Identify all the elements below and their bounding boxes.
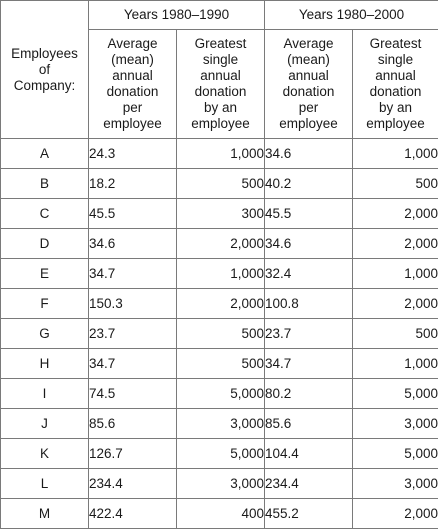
subheader-line: donation (265, 84, 352, 100)
table-row (1, 499, 438, 529)
subheader-line: by an (177, 100, 264, 116)
subheader-line: donation (353, 84, 438, 100)
max-1990-cell: 2,000 (177, 229, 265, 259)
table-row (1, 259, 438, 289)
max-2000-cell: 1,000 (353, 139, 438, 169)
avg-1990-cell: 85.6 (89, 409, 177, 439)
subheader-line: employee (177, 116, 264, 132)
group-header-1990: Years 1980–1990 (89, 1, 265, 30)
avg-1990-cell: 422.4 (89, 499, 177, 529)
subheader-avg-1990 (89, 30, 177, 139)
max-2000-cell: 2,000 (353, 289, 438, 319)
max-2000-cell: 1,000 (353, 349, 438, 379)
max-1990-cell: 500 (177, 319, 265, 349)
avg-2000-cell: 455.2 (265, 499, 353, 529)
table-body (1, 139, 438, 529)
max-1990-cell: 5,000 (177, 379, 265, 409)
max-1990-cell: 3,000 (177, 469, 265, 499)
company-cell: A (1, 139, 89, 169)
max-2000-cell: 5,000 (353, 379, 438, 409)
table-row (1, 319, 438, 349)
subheader-max-2000 (353, 30, 438, 139)
max-1990-cell: 5,000 (177, 439, 265, 469)
subheader-line: donation (89, 84, 176, 100)
avg-2000-cell: 34.7 (265, 349, 353, 379)
max-2000-cell: 500 (353, 169, 438, 199)
avg-1990-cell: 126.7 (89, 439, 177, 469)
avg-2000-cell: 23.7 (265, 319, 353, 349)
subheader-line: donation (177, 84, 264, 100)
company-cell: L (1, 469, 89, 499)
max-2000-cell: 2,000 (353, 199, 438, 229)
avg-1990-cell: 74.5 (89, 379, 177, 409)
avg-2000-cell: 32.4 (265, 259, 353, 289)
avg-1990-cell: 24.3 (89, 139, 177, 169)
max-2000-cell: 1,000 (353, 259, 438, 289)
row-header-line: Employees (1, 46, 88, 62)
subheader-line: annual (177, 68, 264, 84)
subheader-line: (mean) (89, 52, 176, 68)
company-cell: D (1, 229, 89, 259)
avg-1990-cell: 23.7 (89, 319, 177, 349)
table-row (1, 349, 438, 379)
table-row (1, 169, 438, 199)
avg-1990-cell: 34.7 (89, 259, 177, 289)
avg-2000-cell: 234.4 (265, 469, 353, 499)
max-1990-cell: 1,000 (177, 259, 265, 289)
row-header-cell (1, 1, 89, 139)
max-1990-cell: 500 (177, 169, 265, 199)
subheader-line: Average (89, 36, 176, 52)
avg-2000-cell: 85.6 (265, 409, 353, 439)
table-row (1, 229, 438, 259)
avg-1990-cell: 150.3 (89, 289, 177, 319)
max-1990-cell: 500 (177, 349, 265, 379)
avg-2000-cell: 40.2 (265, 169, 353, 199)
avg-2000-cell: 100.8 (265, 289, 353, 319)
table-row (1, 409, 438, 439)
subheader-line: per (265, 100, 352, 116)
table-row (1, 469, 438, 499)
company-cell: M (1, 499, 89, 529)
subheader-max-1990 (177, 30, 265, 139)
subheader-line: Average (265, 36, 352, 52)
avg-2000-cell: 34.6 (265, 139, 353, 169)
company-cell: J (1, 409, 89, 439)
subheader-line: (mean) (265, 52, 352, 68)
table-row (1, 289, 438, 319)
subheader-line: annual (265, 68, 352, 84)
max-1990-cell: 1,000 (177, 139, 265, 169)
subheader-line: Greatest (353, 36, 438, 52)
avg-1990-cell: 34.6 (89, 229, 177, 259)
avg-1990-cell: 45.5 (89, 199, 177, 229)
subheader-line: single (177, 52, 264, 68)
company-cell: G (1, 319, 89, 349)
row-header-line: Company: (1, 78, 88, 94)
max-1990-cell: 3,000 (177, 409, 265, 439)
table-row (1, 139, 438, 169)
subheader-line: employee (353, 116, 438, 132)
max-1990-cell: 400 (177, 499, 265, 529)
subheader-line: Greatest (177, 36, 264, 52)
subheader-line: annual (353, 68, 438, 84)
subheader-line: annual (89, 68, 176, 84)
company-cell: I (1, 379, 89, 409)
avg-1990-cell: 18.2 (89, 169, 177, 199)
company-cell: F (1, 289, 89, 319)
avg-2000-cell: 80.2 (265, 379, 353, 409)
company-cell: K (1, 439, 89, 469)
subheader-avg-2000 (265, 30, 353, 139)
max-2000-cell: 3,000 (353, 469, 438, 499)
avg-2000-cell: 45.5 (265, 199, 353, 229)
avg-2000-cell: 34.6 (265, 229, 353, 259)
table-row (1, 199, 438, 229)
company-cell: B (1, 169, 89, 199)
subheader-line: single (353, 52, 438, 68)
max-2000-cell: 2,000 (353, 229, 438, 259)
row-header-line: of (1, 62, 88, 78)
subheader-line: employee (265, 116, 352, 132)
max-1990-cell: 300 (177, 199, 265, 229)
avg-2000-cell: 104.4 (265, 439, 353, 469)
avg-1990-cell: 234.4 (89, 469, 177, 499)
subheader-line: per (89, 100, 176, 116)
company-cell: E (1, 259, 89, 289)
table-row (1, 379, 438, 409)
max-1990-cell: 2,000 (177, 289, 265, 319)
subheader-line: employee (89, 116, 176, 132)
company-cell: H (1, 349, 89, 379)
subheader-line: by an (353, 100, 438, 116)
table-row (1, 439, 438, 469)
max-2000-cell: 2,000 (353, 499, 438, 529)
group-header-2000: Years 1980–2000 (265, 1, 438, 30)
max-2000-cell: 5,000 (353, 439, 438, 469)
company-cell: C (1, 199, 89, 229)
avg-1990-cell: 34.7 (89, 349, 177, 379)
max-2000-cell: 500 (353, 319, 438, 349)
max-2000-cell: 3,000 (353, 409, 438, 439)
group-header-row (1, 1, 438, 30)
